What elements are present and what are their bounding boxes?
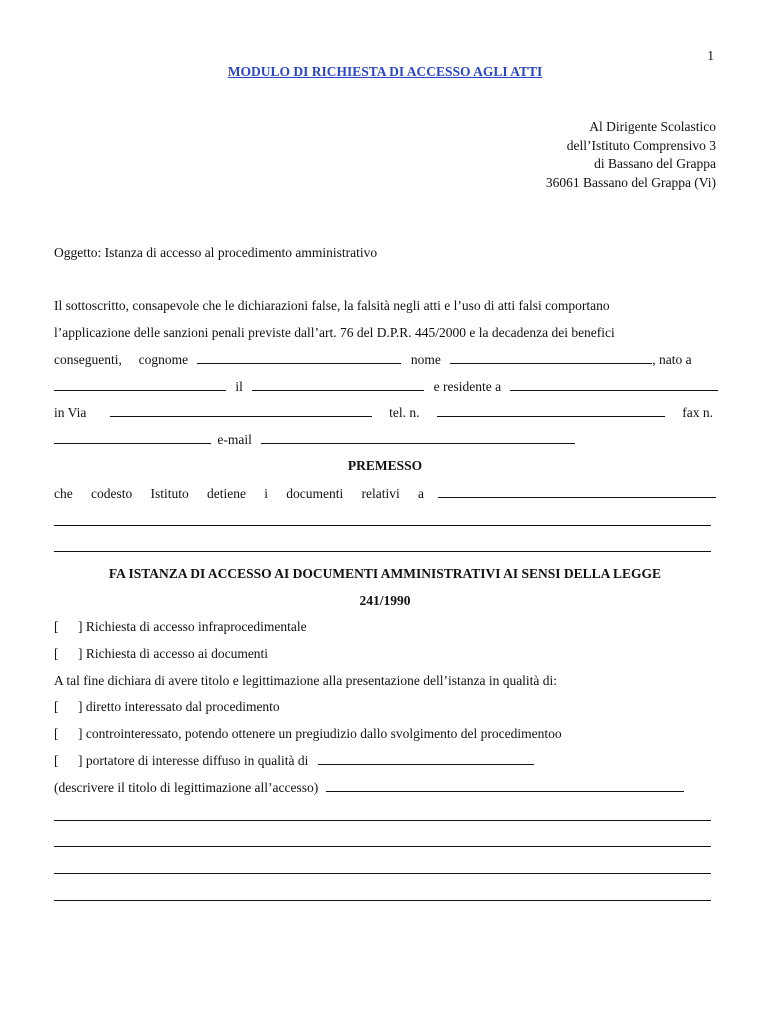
- declaration-line-1: [54, 298, 716, 314]
- qualification-intro: A tal fine dichiara di avere titolo e legittimazione alla presentazione dell’istanza in qualità di:: [54, 673, 558, 688]
- conseguenti-label: conseguenti,: [54, 352, 122, 367]
- tel-label: tel. n.: [389, 405, 420, 420]
- documents-line-2[interactable]: [54, 525, 711, 526]
- role-label: ] portatore di interesse diffuso in qualità di: [78, 753, 309, 768]
- premesso-word: detiene: [207, 486, 246, 501]
- option-documenti[interactable]: [54, 646, 268, 662]
- premesso-heading: PREMESSO: [347, 458, 423, 473]
- request-heading-line-1: FA ISTANZA DI ACCESSO AI DOCUMENTI AMMINISTRATIVI AI SENSI DELLA LEGGE: [108, 566, 662, 581]
- premesso-word: i: [264, 486, 268, 501]
- premesso-word: codesto: [90, 486, 133, 501]
- premesso-row: [54, 485, 716, 502]
- describe-line-4[interactable]: [54, 873, 711, 874]
- premesso-word: Istituto: [150, 486, 189, 501]
- request-heading-line-2: 241/1990: [359, 593, 411, 608]
- nato-label: , nato a: [652, 352, 692, 367]
- option-label: ] Richiesta di accesso infraprocedimentale: [78, 619, 307, 634]
- personal-data-row-4: [54, 431, 575, 448]
- declaration-line-2: [54, 325, 716, 341]
- option-infraprocedimentale[interactable]: [54, 619, 307, 635]
- role-controinteressato[interactable]: [54, 726, 562, 742]
- recipient-line-3: di Bassano del Grappa: [594, 156, 716, 171]
- subject-line: Oggetto: Istanza di accesso al procedimento amministrativo: [54, 245, 378, 260]
- fax-label: fax n.: [682, 405, 713, 420]
- residente-label: e residente a: [433, 379, 502, 394]
- birthplace-field[interactable]: [54, 378, 226, 391]
- residence-field[interactable]: [510, 378, 718, 391]
- cognome-label: cognome: [138, 352, 189, 367]
- email-field[interactable]: [261, 431, 575, 444]
- personal-data-row-3: [54, 404, 713, 421]
- premesso-word: relativi: [361, 486, 400, 501]
- recipient-line-4: 36061 Bassano del Grappa (Vi): [545, 174, 716, 190]
- option-label: ] Richiesta di accesso ai documenti: [78, 646, 269, 661]
- role-label: ] controinteressato, potendo ottenere un pregiudizio dallo svolgimento del procedimentoo: [78, 726, 562, 741]
- declaration-text-1: Il sottoscritto, consapevole che le dichiarazioni false, la falsità negli atti e l’uso di atti falsi comportano: [54, 298, 610, 313]
- fax-field[interactable]: [54, 431, 211, 444]
- tel-field[interactable]: [437, 404, 665, 417]
- role-label: ] diretto interessato dal procedimento: [78, 699, 280, 714]
- birthdate-field[interactable]: [252, 378, 424, 391]
- describe-row: [54, 779, 684, 796]
- personal-data-row-2: [54, 378, 718, 395]
- describe-field[interactable]: [326, 779, 684, 792]
- checkbox-bracket[interactable]: [: [54, 699, 59, 714]
- describe-line-3[interactable]: [54, 846, 711, 847]
- premesso-word: che: [54, 486, 73, 501]
- il-label: il: [235, 379, 243, 394]
- nome-label: nome: [410, 352, 441, 367]
- premesso-word: a: [417, 486, 424, 501]
- interest-field[interactable]: [318, 752, 534, 765]
- checkbox-bracket[interactable]: [: [54, 619, 59, 634]
- declaration-text-2: l’applicazione delle sanzioni penali previste dall’art. 76 del D.P.R. 445/2000 e la decadenza dei benefici: [54, 325, 615, 340]
- describe-line-2[interactable]: [54, 820, 711, 821]
- role-diretto-interessato[interactable]: [54, 699, 280, 715]
- checkbox-bracket[interactable]: [: [54, 646, 59, 661]
- checkbox-bracket[interactable]: [: [54, 726, 59, 741]
- describe-label: (descrivere il titolo di legittimazione all’accesso): [54, 780, 319, 795]
- recipient-line-2: dell’Istituto Comprensivo 3: [566, 137, 716, 153]
- premesso-word: documenti: [286, 486, 344, 501]
- recipient-line-1: Al Dirigente Scolastico: [589, 119, 716, 134]
- via-field[interactable]: [110, 404, 372, 417]
- role-interesse-diffuso[interactable]: [54, 752, 534, 769]
- recipient-address: [546, 118, 716, 192]
- describe-line-5[interactable]: [54, 900, 711, 901]
- personal-data-row-1: [54, 351, 692, 368]
- document-title: MODULO DI RICHIESTA DI ACCESSO AGLI ATTI: [227, 64, 543, 79]
- cognome-field[interactable]: [197, 351, 401, 364]
- documents-field[interactable]: [438, 485, 716, 498]
- documents-line-3[interactable]: [54, 551, 711, 552]
- via-label: in Via: [54, 405, 87, 420]
- nome-field[interactable]: [450, 351, 652, 364]
- email-label: e-mail: [217, 432, 252, 447]
- page-number: 1: [707, 48, 714, 63]
- checkbox-bracket[interactable]: [: [54, 753, 59, 768]
